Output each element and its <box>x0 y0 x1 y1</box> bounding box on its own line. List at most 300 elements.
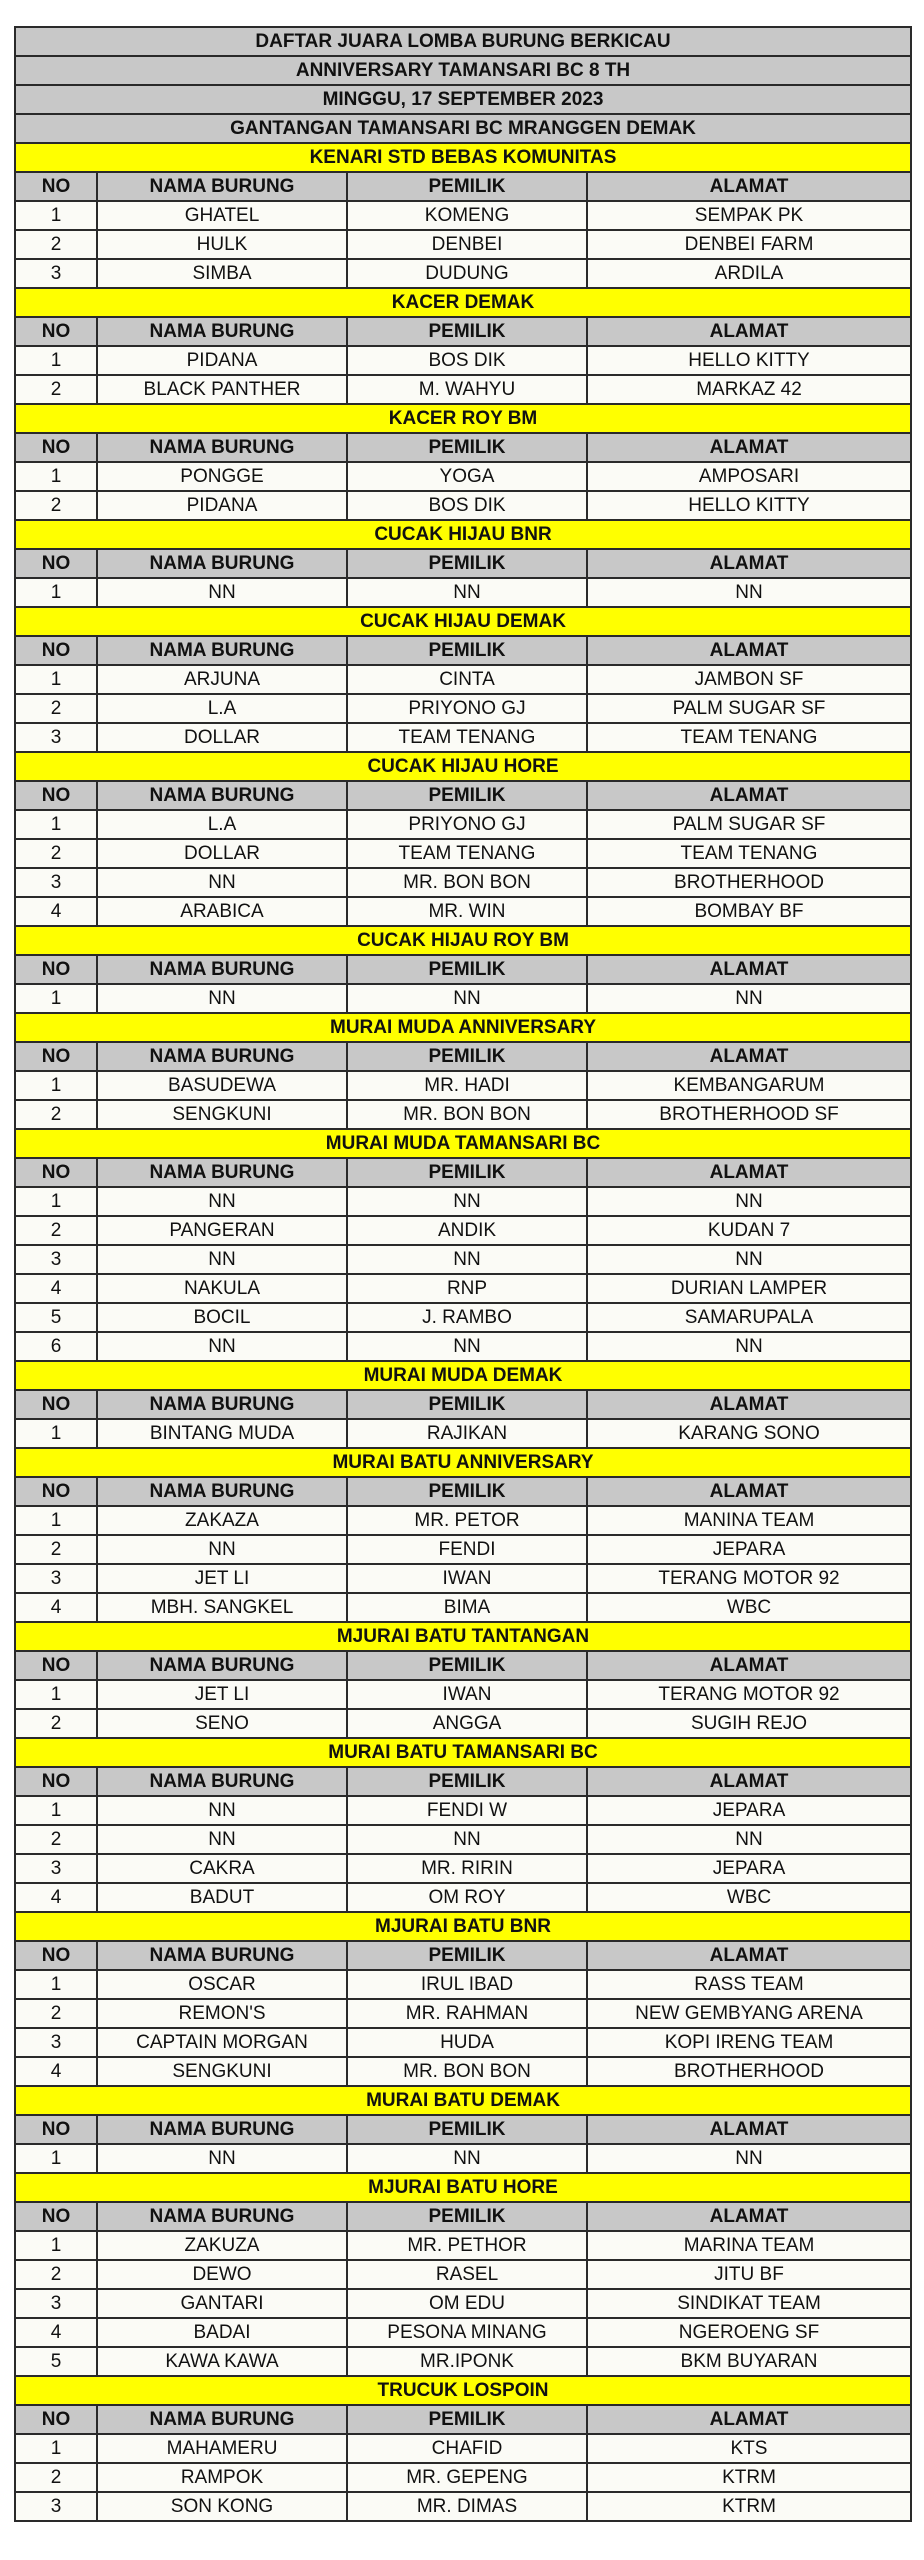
owner-cell: KOMENG <box>348 202 588 229</box>
bird-name-header: NAMA BURUNG <box>98 637 348 664</box>
bird-name-cell: REMON'S <box>98 2000 348 2027</box>
column-header-row <box>14 637 912 666</box>
category-title: CUCAK HIJAU DEMAK <box>14 608 912 637</box>
bird-name-cell: BLACK PANTHER <box>98 376 348 403</box>
owner-cell: OM ROY <box>348 1884 588 1911</box>
owner-cell: MR.IPONK <box>348 2348 588 2375</box>
no-header: NO <box>16 2406 98 2433</box>
bird-name-cell: NN <box>98 1826 348 1853</box>
address-header: ALAMAT <box>709 2409 789 2430</box>
no-header: NO <box>16 1391 98 1418</box>
address-cell: TEAM TENANG <box>680 727 818 748</box>
address-cell: JEPARA <box>712 1800 786 1821</box>
column-header-row <box>14 1478 912 1507</box>
owner-cell: DUDUNG <box>348 260 588 287</box>
no-header: NO <box>16 550 98 577</box>
bird-name-cell: ARJUNA <box>98 666 348 693</box>
table-row <box>14 1304 912 1333</box>
owner-cell: MR. BON BON <box>348 1101 588 1128</box>
title-line-4: GANTANGAN TAMANSARI BC MRANGGEN DEMAK <box>14 115 912 144</box>
table-row <box>14 376 912 405</box>
address-cell: NEW GEMBYANG ARENA <box>635 2003 863 2024</box>
owner-cell: MR. BON BON <box>348 869 588 896</box>
address-cell: KUDAN 7 <box>707 1220 791 1241</box>
owner-header: PEMILIK <box>348 1478 588 1505</box>
no-header: NO <box>16 2116 98 2143</box>
owner-cell: NN <box>348 1188 588 1215</box>
address-cell: TERANG MOTOR 92 <box>658 1684 840 1705</box>
address-cell: BROTHERHOOD SF <box>659 1104 839 1125</box>
table-row <box>14 260 912 289</box>
rank-cell: 2 <box>16 695 98 722</box>
bird-name-cell: SENGKUNI <box>98 2058 348 2085</box>
owner-cell: FENDI <box>348 1536 588 1563</box>
owner-header: PEMILIK <box>348 2406 588 2433</box>
owner-cell: MR. WIN <box>348 898 588 925</box>
rank-cell: 4 <box>16 1884 98 1911</box>
owner-cell: RNP <box>348 1275 588 1302</box>
rank-cell: 3 <box>16 1565 98 1592</box>
rank-cell: 1 <box>16 2232 98 2259</box>
rank-cell: 1 <box>16 1188 98 1215</box>
owner-cell: MR. DIMAS <box>348 2493 588 2520</box>
bird-name-cell: NN <box>98 1333 348 1360</box>
owner-cell: IRUL IBAD <box>348 1971 588 1998</box>
owner-header: PEMILIK <box>348 318 588 345</box>
bird-name-cell: NN <box>98 1536 348 1563</box>
column-header-row <box>14 1043 912 1072</box>
bird-name-cell: KAWA KAWA <box>98 2348 348 2375</box>
rank-cell: 5 <box>16 2348 98 2375</box>
address-header: ALAMAT <box>709 553 789 574</box>
rank-cell: 1 <box>16 202 98 229</box>
rank-cell: 1 <box>16 985 98 1012</box>
column-header-row <box>14 550 912 579</box>
table-row <box>14 1072 912 1101</box>
address-header: ALAMAT <box>709 437 789 458</box>
bird-name-cell: CAKRA <box>98 1855 348 1882</box>
owner-cell: YOGA <box>348 463 588 490</box>
table-row <box>14 985 912 1014</box>
table-row <box>14 2435 912 2464</box>
bird-name-header: NAMA BURUNG <box>98 1652 348 1679</box>
rank-cell: 1 <box>16 2435 98 2462</box>
bird-name-cell: MBH. SANGKEL <box>98 1594 348 1621</box>
bird-name-cell: RAMPOK <box>98 2464 348 2491</box>
address-cell: WBC <box>726 1887 772 1908</box>
address-header: ALAMAT <box>709 1046 789 1067</box>
rank-cell: 4 <box>16 2058 98 2085</box>
owner-cell: BIMA <box>348 1594 588 1621</box>
table-row <box>14 1826 912 1855</box>
owner-cell: DENBEI <box>348 231 588 258</box>
category-title: MURAI BATU ANNIVERSARY <box>14 1449 912 1478</box>
bird-name-cell: NAKULA <box>98 1275 348 1302</box>
rank-cell: 1 <box>16 1797 98 1824</box>
category-title: MURAI BATU DEMAK <box>14 2087 912 2116</box>
rank-cell: 2 <box>16 1536 98 1563</box>
bird-name-header: NAMA BURUNG <box>98 1159 348 1186</box>
address-cell: JITU BF <box>714 2264 784 2285</box>
bird-name-cell: MAHAMERU <box>98 2435 348 2462</box>
owner-cell: MR. PETHOR <box>348 2232 588 2259</box>
no-header: NO <box>16 2203 98 2230</box>
bird-name-header: NAMA BURUNG <box>98 173 348 200</box>
rank-cell: 3 <box>16 260 98 287</box>
table-row <box>14 1333 912 1362</box>
table-row <box>14 579 912 608</box>
owner-cell: PRIYONO GJ <box>348 811 588 838</box>
bird-name-cell: PANGERAN <box>98 1217 348 1244</box>
owner-cell: ANDIK <box>348 1217 588 1244</box>
address-header: ALAMAT <box>709 321 789 342</box>
address-cell: SINDIKAT TEAM <box>677 2293 821 2314</box>
bird-name-cell: BINTANG MUDA <box>98 1420 348 1447</box>
rank-cell: 2 <box>16 2464 98 2491</box>
bird-name-cell: SIMBA <box>98 260 348 287</box>
category-title: MURAI BATU TAMANSARI BC <box>14 1739 912 1768</box>
address-header: ALAMAT <box>709 959 789 980</box>
table-row <box>14 231 912 260</box>
owner-header: PEMILIK <box>348 434 588 461</box>
bird-name-cell: L.A <box>98 811 348 838</box>
address-header: ALAMAT <box>709 1162 789 1183</box>
address-header: ALAMAT <box>709 1771 789 1792</box>
address-cell: KEMBANGARUM <box>673 1075 825 1096</box>
bird-name-cell: ARABICA <box>98 898 348 925</box>
bird-name-cell: JET LI <box>98 1565 348 1592</box>
rank-cell: 4 <box>16 1275 98 1302</box>
address-cell: SUGIH REJO <box>690 1713 808 1734</box>
table-row <box>14 1188 912 1217</box>
table-row <box>14 2348 912 2377</box>
rank-cell: 2 <box>16 1826 98 1853</box>
bird-name-cell: NN <box>98 1188 348 1215</box>
address-cell: MARINA TEAM <box>683 2235 815 2256</box>
bird-name-cell: DEWO <box>98 2261 348 2288</box>
owner-header: PEMILIK <box>348 1043 588 1070</box>
column-header-row <box>14 173 912 202</box>
rank-cell: 1 <box>16 579 98 606</box>
table-row <box>14 1217 912 1246</box>
category-title: MURAI MUDA ANNIVERSARY <box>14 1014 912 1043</box>
column-header-row <box>14 1159 912 1188</box>
category-title: CUCAK HIJAU HORE <box>14 753 912 782</box>
category-title: TRUCUK LOSPOIN <box>14 2377 912 2406</box>
bird-name-cell: NN <box>98 869 348 896</box>
address-cell: MANINA TEAM <box>683 1510 815 1531</box>
table-row <box>14 840 912 869</box>
table-row <box>14 1797 912 1826</box>
bird-name-cell: GANTARI <box>98 2290 348 2317</box>
rank-cell: 1 <box>16 1681 98 1708</box>
owner-cell: TEAM TENANG <box>348 724 588 751</box>
owner-cell: NN <box>348 1826 588 1853</box>
no-header: NO <box>16 173 98 200</box>
no-header: NO <box>16 318 98 345</box>
bird-name-cell: BOCIL <box>98 1304 348 1331</box>
bird-name-header: NAMA BURUNG <box>98 434 348 461</box>
column-header-row <box>14 956 912 985</box>
owner-header: PEMILIK <box>348 637 588 664</box>
table-row <box>14 666 912 695</box>
rank-cell: 1 <box>16 347 98 374</box>
owner-cell: OM EDU <box>348 2290 588 2317</box>
category-title: MURAI MUDA DEMAK <box>14 1362 912 1391</box>
owner-cell: TEAM TENANG <box>348 840 588 867</box>
owner-cell: J. RAMBO <box>348 1304 588 1331</box>
category-title: KENARI STD BEBAS KOMUNITAS <box>14 144 912 173</box>
owner-header: PEMILIK <box>348 956 588 983</box>
owner-header: PEMILIK <box>348 1942 588 1969</box>
rank-cell: 3 <box>16 2290 98 2317</box>
address-header: ALAMAT <box>709 2119 789 2140</box>
address-cell: NN <box>735 582 763 603</box>
owner-cell: HUDA <box>348 2029 588 2056</box>
table-row <box>14 347 912 376</box>
address-cell: KTRM <box>722 2467 776 2488</box>
owner-header: PEMILIK <box>348 1159 588 1186</box>
rank-cell: 4 <box>16 1594 98 1621</box>
table-row <box>14 1884 912 1913</box>
bird-name-cell: BADAI <box>98 2319 348 2346</box>
table-row <box>14 1101 912 1130</box>
address-header: ALAMAT <box>709 1481 789 1502</box>
address-cell: SAMARUPALA <box>684 1307 814 1328</box>
rank-cell: 1 <box>16 811 98 838</box>
rank-cell: 3 <box>16 1246 98 1273</box>
rank-cell: 6 <box>16 1333 98 1360</box>
no-header: NO <box>16 1159 98 1186</box>
owner-cell: PRIYONO GJ <box>348 695 588 722</box>
rank-cell: 1 <box>16 1507 98 1534</box>
table-row <box>14 898 912 927</box>
bird-name-cell: HULK <box>98 231 348 258</box>
bird-name-cell: JET LI <box>98 1681 348 1708</box>
bird-name-header: NAMA BURUNG <box>98 2116 348 2143</box>
owner-cell: BOS DIK <box>348 492 588 519</box>
table-row <box>14 869 912 898</box>
bird-name-cell: OSCAR <box>98 1971 348 1998</box>
address-cell: NN <box>735 1829 763 1850</box>
category-title: KACER ROY BM <box>14 405 912 434</box>
address-cell: HELLO KITTY <box>688 350 810 371</box>
bird-name-cell: PIDANA <box>98 492 348 519</box>
rank-cell: 4 <box>16 898 98 925</box>
table-row <box>14 492 912 521</box>
rank-cell: 3 <box>16 724 98 751</box>
column-header-row <box>14 2203 912 2232</box>
no-header: NO <box>16 637 98 664</box>
rank-cell: 2 <box>16 376 98 403</box>
owner-cell: CINTA <box>348 666 588 693</box>
address-cell: NN <box>735 1336 763 1357</box>
address-header: ALAMAT <box>709 2206 789 2227</box>
owner-cell: M. WAHYU <box>348 376 588 403</box>
table-row <box>14 2290 912 2319</box>
address-cell: NN <box>735 988 763 1009</box>
address-header: ALAMAT <box>709 1945 789 1966</box>
table-row <box>14 1246 912 1275</box>
table-row <box>14 202 912 231</box>
owner-header: PEMILIK <box>348 173 588 200</box>
address-cell: TERANG MOTOR 92 <box>658 1568 840 1589</box>
owner-cell: IWAN <box>348 1565 588 1592</box>
owner-cell: CHAFID <box>348 2435 588 2462</box>
category-title: MJURAI BATU TANTANGAN <box>14 1623 912 1652</box>
address-cell: HELLO KITTY <box>688 495 810 516</box>
rank-cell: 2 <box>16 492 98 519</box>
column-header-row <box>14 434 912 463</box>
rank-cell: 1 <box>16 463 98 490</box>
address-cell: DURIAN LAMPER <box>670 1278 828 1299</box>
bird-name-cell: DOLLAR <box>98 840 348 867</box>
column-header-row <box>14 318 912 347</box>
table-row <box>14 2464 912 2493</box>
column-header-row <box>14 1942 912 1971</box>
column-header-row <box>14 1768 912 1797</box>
bird-name-cell: DOLLAR <box>98 724 348 751</box>
bird-name-cell: SON KONG <box>98 2493 348 2520</box>
bird-name-cell: SENO <box>98 1710 348 1737</box>
owner-cell: FENDI W <box>348 1797 588 1824</box>
rank-cell: 1 <box>16 2145 98 2172</box>
table-row <box>14 1536 912 1565</box>
owner-header: PEMILIK <box>348 550 588 577</box>
address-cell: MARKAZ 42 <box>696 379 802 400</box>
bird-name-cell: NN <box>98 1797 348 1824</box>
bird-name-cell: NN <box>98 579 348 606</box>
rank-cell: 3 <box>16 1855 98 1882</box>
owner-cell: ANGGA <box>348 1710 588 1737</box>
rank-cell: 3 <box>16 869 98 896</box>
owner-cell: NN <box>348 579 588 606</box>
bird-name-cell: PONGGE <box>98 463 348 490</box>
owner-cell: MR. RAHMAN <box>348 2000 588 2027</box>
address-cell: BKM BUYARAN <box>680 2351 818 2372</box>
category-title: CUCAK HIJAU BNR <box>14 521 912 550</box>
rank-cell: 2 <box>16 2261 98 2288</box>
owner-header: PEMILIK <box>348 2203 588 2230</box>
bird-name-header: NAMA BURUNG <box>98 1478 348 1505</box>
table-row <box>14 2232 912 2261</box>
owner-cell: IWAN <box>348 1681 588 1708</box>
column-header-row <box>14 1652 912 1681</box>
no-header: NO <box>16 1478 98 1505</box>
column-header-row <box>14 2116 912 2145</box>
address-cell: JEPARA <box>712 1858 786 1879</box>
address-cell: NN <box>735 1249 763 1270</box>
bird-name-cell: PIDANA <box>98 347 348 374</box>
title-line-1: DAFTAR JUARA LOMBA BURUNG BERKICAU <box>14 28 912 57</box>
owner-cell: BOS DIK <box>348 347 588 374</box>
address-cell: RASS TEAM <box>694 1974 804 1995</box>
category-title: MJURAI BATU HORE <box>14 2174 912 2203</box>
table-row <box>14 1594 912 1623</box>
owner-header: PEMILIK <box>348 2116 588 2143</box>
bird-name-header: NAMA BURUNG <box>98 550 348 577</box>
bird-name-cell: BADUT <box>98 1884 348 1911</box>
table-row <box>14 2261 912 2290</box>
table-row <box>14 1710 912 1739</box>
column-header-row <box>14 2406 912 2435</box>
bird-name-header: NAMA BURUNG <box>98 318 348 345</box>
table-row <box>14 2058 912 2087</box>
table-row <box>14 1275 912 1304</box>
table-row <box>14 724 912 753</box>
bird-name-cell: CAPTAIN MORGAN <box>98 2029 348 2056</box>
bird-name-cell: BASUDEWA <box>98 1072 348 1099</box>
bird-name-header: NAMA BURUNG <box>98 1768 348 1795</box>
rank-cell: 2 <box>16 840 98 867</box>
table-row <box>14 2493 912 2522</box>
bird-name-cell: ZAKAZA <box>98 1507 348 1534</box>
owner-cell: MR. HADI <box>348 1072 588 1099</box>
owner-header: PEMILIK <box>348 1652 588 1679</box>
owner-header: PEMILIK <box>348 782 588 809</box>
owner-header: PEMILIK <box>348 1768 588 1795</box>
owner-cell: NN <box>348 1333 588 1360</box>
rank-cell: 1 <box>16 1420 98 1447</box>
address-cell: ARDILA <box>714 263 784 284</box>
address-cell: TEAM TENANG <box>680 843 818 864</box>
bird-name-header: NAMA BURUNG <box>98 2406 348 2433</box>
bird-name-header: NAMA BURUNG <box>98 1043 348 1070</box>
table-row <box>14 2000 912 2029</box>
owner-cell: MR. PETOR <box>348 1507 588 1534</box>
owner-cell: PESONA MINANG <box>348 2319 588 2346</box>
address-header: ALAMAT <box>709 1394 789 1415</box>
rank-cell: 2 <box>16 2000 98 2027</box>
category-title: CUCAK HIJAU ROY BM <box>14 927 912 956</box>
address-cell: AMPOSARI <box>698 466 800 487</box>
rank-cell: 1 <box>16 666 98 693</box>
table-row <box>14 2145 912 2174</box>
address-cell: WBC <box>726 1597 772 1618</box>
table-row <box>14 1681 912 1710</box>
address-cell: NN <box>735 2148 763 2169</box>
rank-cell: 4 <box>16 2319 98 2346</box>
column-header-row <box>14 782 912 811</box>
no-header: NO <box>16 782 98 809</box>
no-header: NO <box>16 1043 98 1070</box>
category-title: KACER DEMAK <box>14 289 912 318</box>
address-cell: JEPARA <box>712 1539 786 1560</box>
rank-cell: 2 <box>16 231 98 258</box>
rank-cell: 5 <box>16 1304 98 1331</box>
address-cell: KTS <box>730 2438 768 2459</box>
bird-name-cell: ZAKUZA <box>98 2232 348 2259</box>
category-title: MJURAI BATU BNR <box>14 1913 912 1942</box>
bird-name-header: NAMA BURUNG <box>98 1942 348 1969</box>
address-header: ALAMAT <box>709 1655 789 1676</box>
owner-cell: RAJIKAN <box>348 1420 588 1447</box>
address-cell: JAMBON SF <box>694 669 804 690</box>
address-cell: BOMBAY BF <box>694 901 804 922</box>
bird-name-header: NAMA BURUNG <box>98 956 348 983</box>
address-cell: DENBEI FARM <box>684 234 814 255</box>
rank-cell: 1 <box>16 1072 98 1099</box>
rank-cell: 2 <box>16 1101 98 1128</box>
owner-cell: NN <box>348 1246 588 1273</box>
rank-cell: 3 <box>16 2493 98 2520</box>
table-row <box>14 1420 912 1449</box>
rank-cell: 3 <box>16 2029 98 2056</box>
bird-name-cell: SENGKUNI <box>98 1101 348 1128</box>
address-cell: NGEROENG SF <box>678 2322 820 2343</box>
bird-name-header: NAMA BURUNG <box>98 1391 348 1418</box>
table-row <box>14 1855 912 1884</box>
